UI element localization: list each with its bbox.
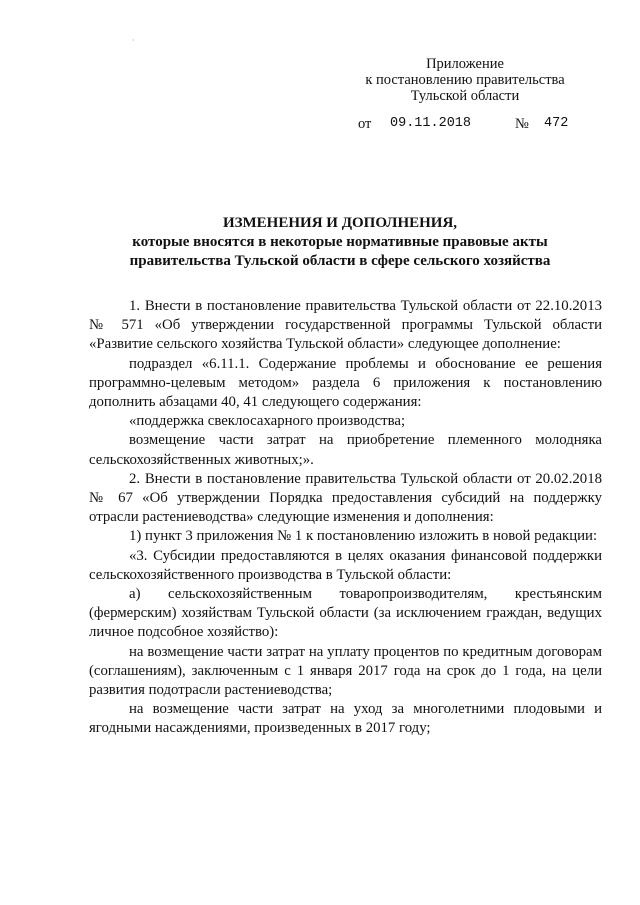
paragraph-2: подраздел «6.11.1. Содержание проблемы и обоснование ее решения программно-целевым методом» раздела 6 приложения к постановлению дополнить абзацами 40, 41 следующего содержания: [89,355,602,411]
appendix-decree-ref: к постановлению правительства [365,72,565,88]
appendix-label: Приложение [426,56,504,72]
paragraph-3: «поддержка свеклосахарного производства; [129,413,406,430]
paragraph-10: на возмещение части затрат на уход за многолетними плодовыми и ягодными насаждениями, произведенных в 2017 году; [89,701,602,737]
decree-number: 472 [544,116,569,131]
paragraph-9: на возмещение части затрат на уплату процентов по кредитным договорам (соглашениям), заключенным с 1 января 2017 года на срок до 1 года, на цели развития подотрасли растениеводства; [89,643,602,699]
appendix-region: Тульской области [410,88,520,104]
appendix-header [340,56,590,104]
date-from-label: от [358,116,372,132]
decree-date: 09.11.2018 [390,116,472,131]
paragraph-8: а) сельскохозяйственным товаропроизводителям, крестьянским (фермерским) хозяйствам Тульской области (за исключением граждан, ведущих личное подсобное хозяйство): [89,586,602,641]
title-line-1: ИЗМЕНЕНИЯ И ДОПОЛНЕНИЯ, [222,215,458,231]
title-line-2: которые вносятся в некоторые нормативные правовые акты [132,234,548,250]
paragraph-5: 2. Внести в постановление правительства Тульской области от 20.02.2018 № 67 «Об утверждении Порядка предоставления субсидий на поддержку отрасли растениеводства» следующие изменения и дополнения: [89,470,602,526]
number-label: № [515,116,529,132]
title-line-3: правительства Тульской области в сфере сельского хозяйства [129,253,551,269]
paragraph-7: «3. Субсидии предоставляются в целях оказания финансовой поддержки сельскохозяйственного производства в Тульской области: [89,547,602,583]
document-body [89,297,602,739]
paragraph-4: возмещение части затрат на приобретение племенного молодняка сельскохозяйственных животных;». [89,432,602,468]
paragraph-6: 1) пункт 3 приложения № 1 к постановлению изложить в новой редакции: [129,528,598,545]
paragraph-1: 1. Внести в постановление правительства Тульской области от 22.10.2013 № 571 «Об утверждении государственной программы Тульской области «Развитие сельского хозяйства Тульской области» следующее дополнение: [89,298,602,353]
document-title [60,214,620,271]
